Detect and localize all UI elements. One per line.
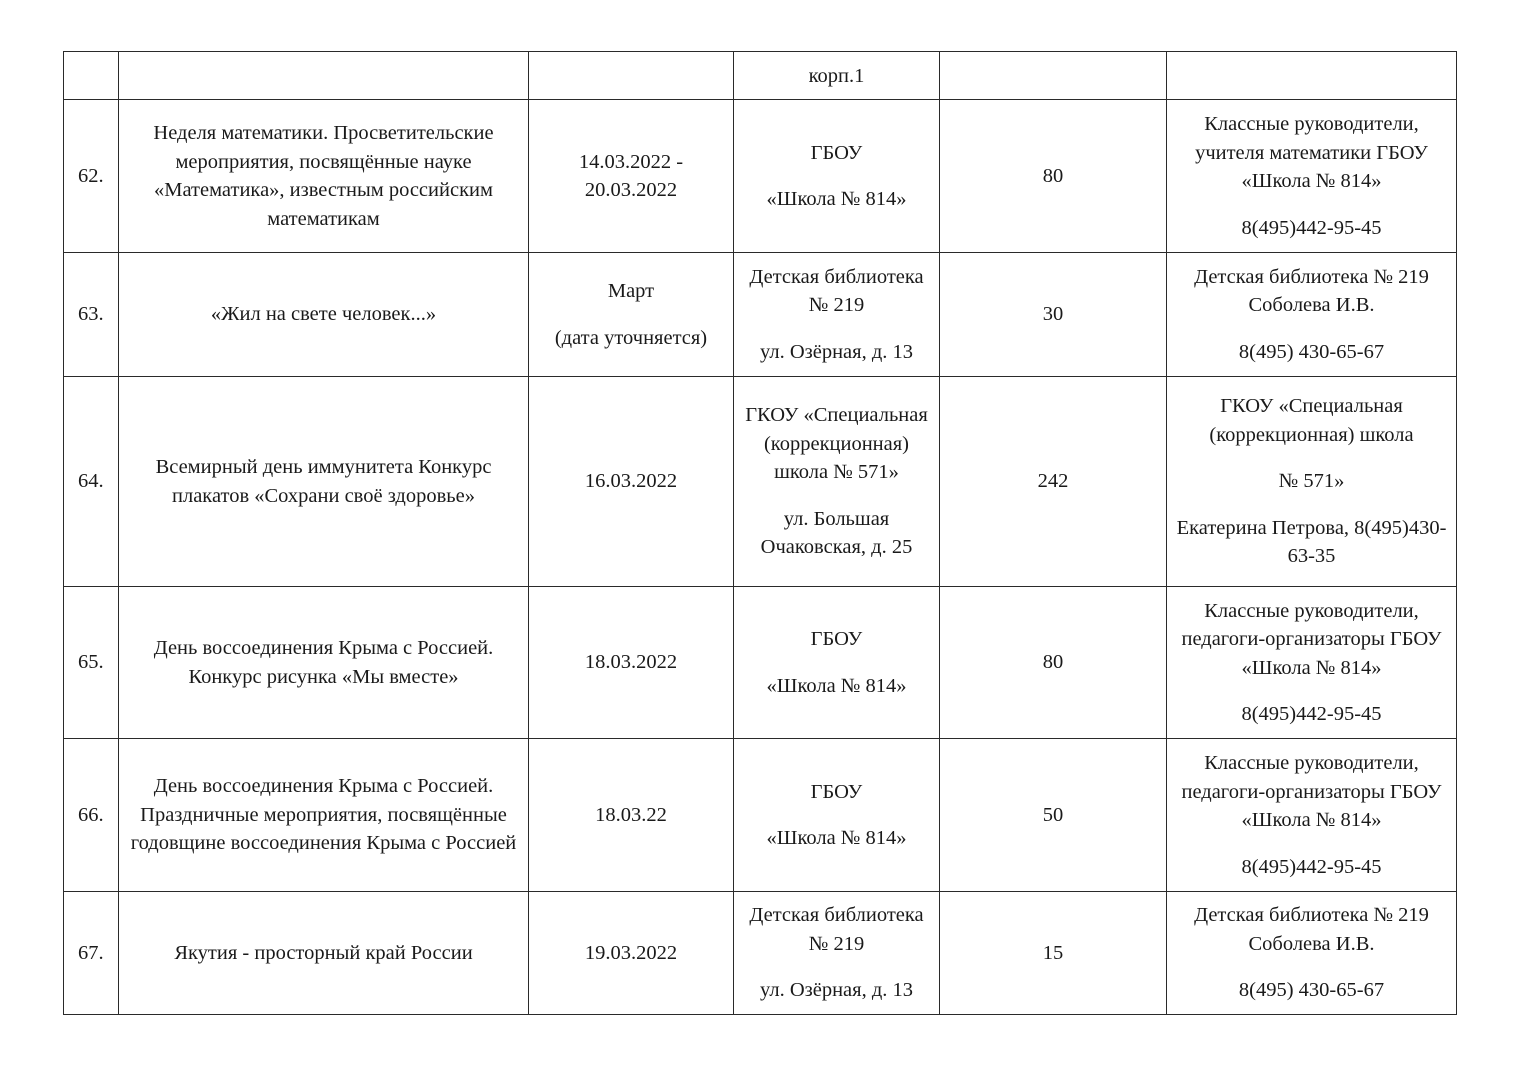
place-line: ул. Большая Очаковская, д. 25 — [760, 507, 913, 559]
responsible-text: Детская библиотека № 219 Соболева И.В. — [1194, 904, 1429, 955]
responsible-phone: 8(495) 430-65-67 — [1238, 979, 1385, 1002]
date-line: (дата уточняется) — [554, 326, 708, 349]
place-line: ГБОУ — [810, 780, 863, 803]
table-row — [64, 253, 1457, 377]
cell-count: 80 — [940, 100, 1167, 253]
cell-num: 67. — [64, 892, 119, 1015]
cell-place — [734, 377, 940, 587]
cell-num: 64. — [64, 377, 119, 587]
cell-event: Неделя математики. Просветительские мероприятия, посвящённые науке «Математика», известным российским математикам — [119, 100, 529, 253]
date-line: Март — [607, 280, 655, 302]
responsible-phone: 8(495)442-95-45 — [1241, 216, 1382, 239]
responsible-text: Классные руководители, педагоги-организаторы ГБОУ «Школа № 814» — [1181, 599, 1442, 679]
table-row — [64, 100, 1457, 253]
place-line: «Школа № 814» — [766, 188, 907, 210]
cell-date: 16.03.2022 — [529, 377, 734, 587]
cell-responsible — [1167, 377, 1457, 587]
cell-responsible — [1167, 587, 1457, 739]
responsible-text: ГКОУ «Специальная (коррекционная) школа — [1209, 395, 1414, 446]
place-line: «Школа № 814» — [766, 674, 907, 697]
cell-responsible — [1167, 52, 1457, 100]
cell-place — [734, 52, 940, 100]
cell-date — [529, 52, 734, 100]
cell-place — [734, 892, 940, 1015]
responsible-text: Классные руководители, педагоги-организаторы ГБОУ «Школа № 814» — [1181, 752, 1442, 831]
responsible-text: Детская библиотека № 219 Соболева И.В. — [1194, 265, 1429, 317]
cell-event: День воссоединения Крыма с Россией. Праздничные мероприятия, посвящённые годовщине воссоединения Крыма с Россией — [119, 739, 529, 892]
cell-num: 65. — [64, 587, 119, 739]
cell-place — [734, 253, 940, 377]
place-line: Детская библиотека № 219 — [749, 904, 924, 955]
cell-num — [64, 52, 119, 100]
table-row-continuation — [64, 52, 1457, 100]
cell-date: 14.03.2022 - 20.03.2022 — [529, 100, 734, 253]
cell-date: 18.03.2022 — [529, 587, 734, 739]
cell-num: 62. — [64, 100, 119, 253]
responsible-phone: 8(495)442-95-45 — [1241, 855, 1382, 878]
cell-responsible — [1167, 739, 1457, 892]
cell-event: День воссоединения Крыма с Россией. Конкурс рисунка «Мы вместе» — [119, 587, 529, 739]
cell-date: 18.03.22 — [529, 739, 734, 892]
responsible-text: № 571» — [1278, 470, 1345, 493]
place-line: ул. Озёрная, д. 13 — [759, 340, 913, 363]
cell-responsible — [1167, 253, 1457, 377]
responsible-text: Классные руководители, учителя математики ГБОУ «Школа № 814» — [1195, 113, 1428, 192]
cell-event: «Жил на свете человек...» — [119, 253, 529, 377]
table-row — [64, 377, 1457, 587]
table-row — [64, 892, 1457, 1015]
cell-num: 66. — [64, 739, 119, 892]
cell-place — [734, 587, 940, 739]
place-line: ГБОУ — [810, 628, 863, 650]
cell-count: 30 — [940, 253, 1167, 377]
place-line: «Школа № 814» — [766, 827, 907, 849]
place-line: ул. Озёрная, д. 13 — [759, 979, 913, 1002]
cell-place — [734, 100, 940, 253]
cell-num: 63. — [64, 253, 119, 377]
cell-responsible — [1167, 100, 1457, 253]
cell-date — [529, 253, 734, 377]
table-row — [64, 587, 1457, 739]
cell-event — [119, 52, 529, 100]
place-text: корп.1 — [808, 64, 865, 87]
cell-count: 50 — [940, 739, 1167, 892]
responsible-phone: 8(495)442-95-45 — [1241, 703, 1382, 725]
place-line: ГКОУ «Специальная (коррекционная) школа № 571» — [745, 404, 928, 484]
cell-count — [940, 52, 1167, 100]
cell-responsible — [1167, 892, 1457, 1015]
cell-count: 15 — [940, 892, 1167, 1015]
cell-date: 19.03.2022 — [529, 892, 734, 1015]
cell-place — [734, 739, 940, 892]
place-line: Детская библиотека № 219 — [749, 265, 924, 317]
cell-count: 80 — [940, 587, 1167, 739]
events-table — [63, 51, 1457, 1015]
cell-event: Якутия - просторный край России — [119, 892, 529, 1015]
responsible-phone: 8(495) 430-65-67 — [1238, 340, 1385, 363]
cell-count: 242 — [940, 377, 1167, 587]
place-line: ГБОУ — [810, 141, 863, 164]
cell-event: Всемирный день иммунитета Конкурс плакатов «Сохрани своё здоровье» — [119, 377, 529, 587]
responsible-contact: Екатерина Петрова, 8(495)430-63-35 — [1176, 516, 1447, 568]
table-row — [64, 739, 1457, 892]
